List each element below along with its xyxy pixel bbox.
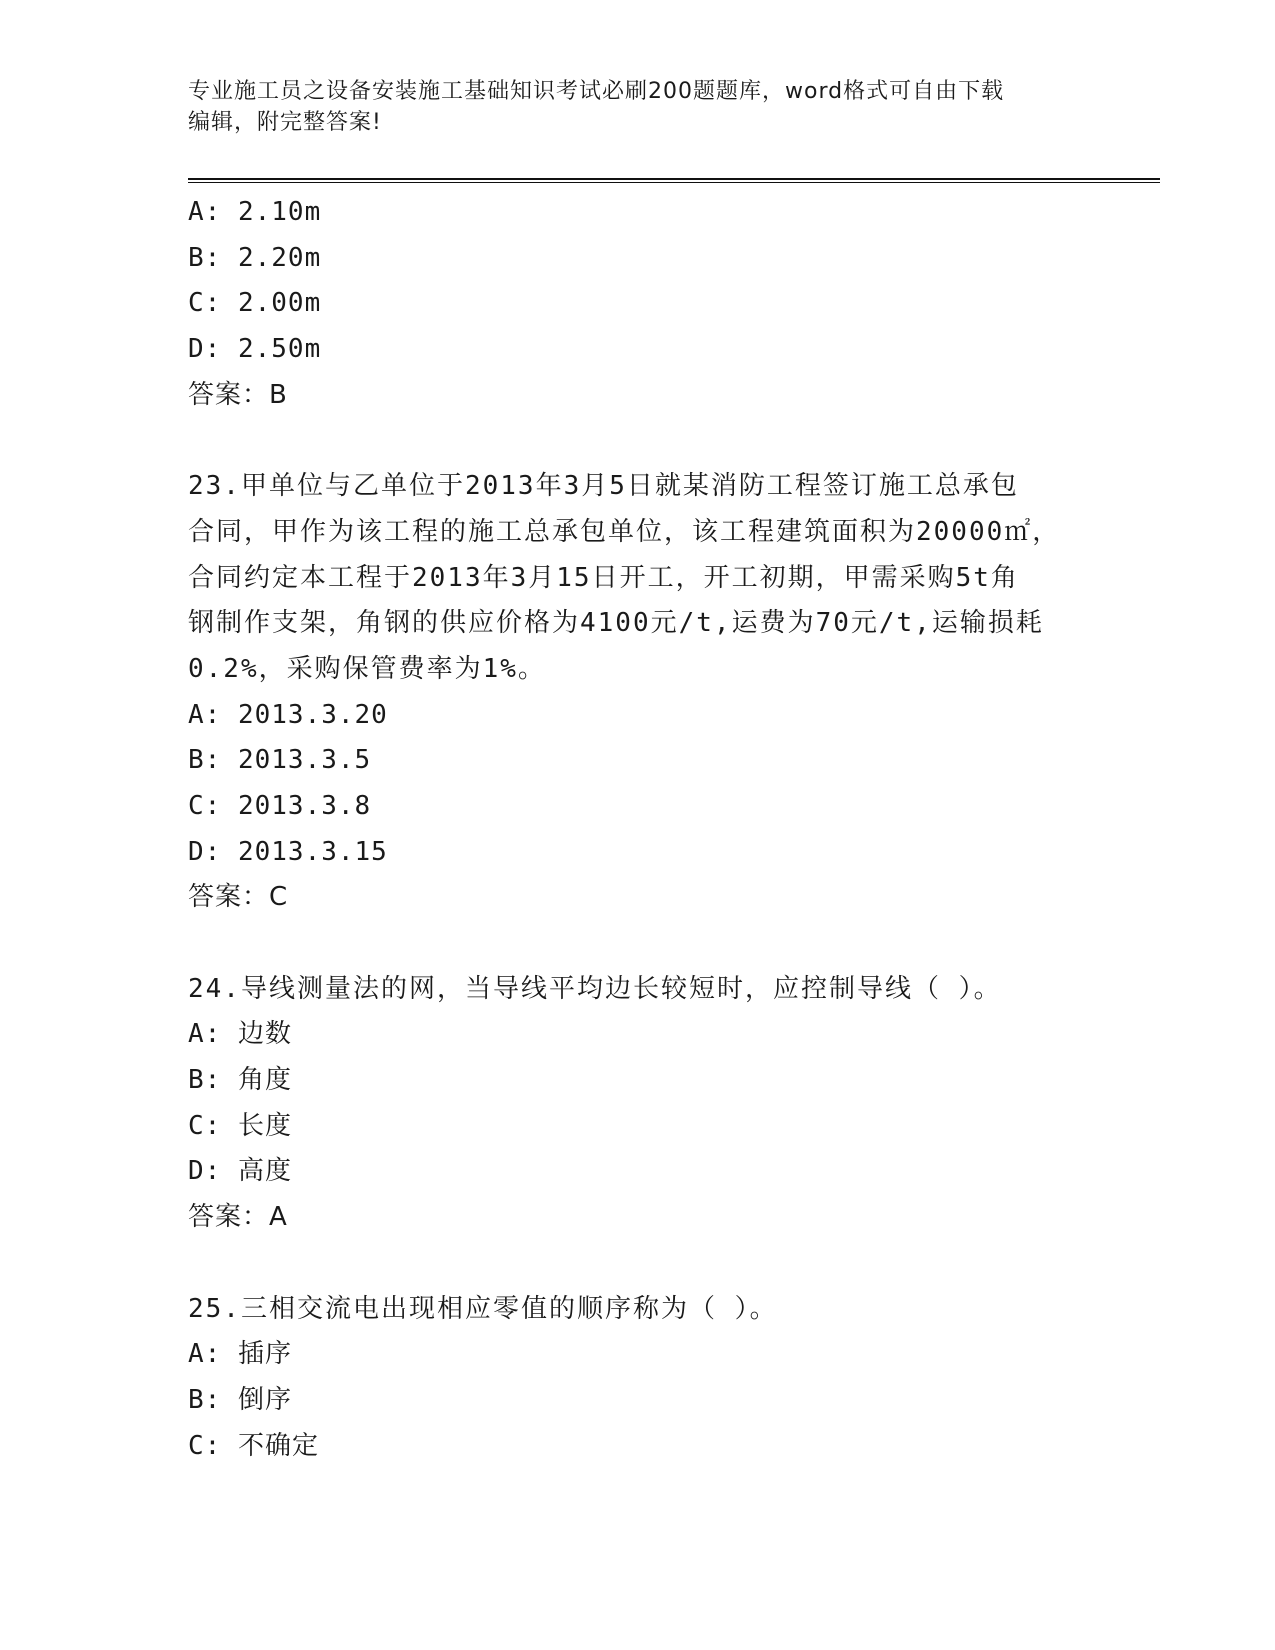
header-title-line-1: 专业施工员之设备安装施工基础知识考试必刷200题题库，word格式可自由下载 [188,79,1005,104]
option-a: A: 边数 [188,1019,292,1050]
option-b: B: 2.20m [188,242,322,273]
option-c: C: 不确定 [188,1430,319,1461]
question-23 [188,464,1088,921]
question-list [188,190,1088,1469]
header-title-line-2: 编辑，附完整答案! [188,110,382,135]
header-divider [188,178,1160,183]
option-c: C: 2013.3.8 [188,790,372,821]
option-a: A: 插序 [188,1339,292,1370]
option-d: D: 高度 [188,1156,292,1187]
question-25 [188,1287,1088,1470]
question-stem: 24.导线测量法的网，当导线平均边长较短时，应控制导线（ ）。 [188,973,1002,1004]
document-header [188,76,1088,138]
question-stem-line: 合同，甲作为该工程的施工总承包单位，该工程建筑面积为20000㎡， [188,516,1061,547]
option-a: A: 2013.3.20 [188,699,388,730]
option-d: D: 2.50m [188,334,322,365]
question-stem-line: 23.甲单位与乙单位于2013年3月5日就某消防工程签订施工总承包 [188,471,1019,502]
option-d: D: 2013.3.15 [188,836,388,867]
question-24 [188,967,1088,1241]
option-b: B: 角度 [188,1065,292,1096]
spacer [188,921,1088,967]
answer: 答案：A [188,1202,288,1233]
answer: 答案：B [188,379,288,410]
spacer [188,418,1088,464]
option-c: C: 长度 [188,1110,292,1141]
option-b: B: 倒序 [188,1384,292,1415]
question-stem-line: 钢制作支架，角钢的供应价格为4100元/t,运费为70元/t,运输损耗 [188,608,1044,639]
option-a: A: 2.10m [188,197,322,227]
question-stem-line: 合同约定本工程于2013年3月15日开工，开工初期，甲需采购5t角 [188,562,1019,593]
question-stem: 25.三相交流电出现相应零值的顺序称为（ ）。 [188,1293,778,1324]
question-stem-line: 0.2%，采购保管费率为1%。 [188,653,546,684]
answer: 答案：C [188,882,289,913]
option-c: C: 2.00m [188,288,322,319]
option-b: B: 2013.3.5 [188,745,372,776]
question-22 [188,190,1088,418]
spacer [188,1241,1088,1287]
